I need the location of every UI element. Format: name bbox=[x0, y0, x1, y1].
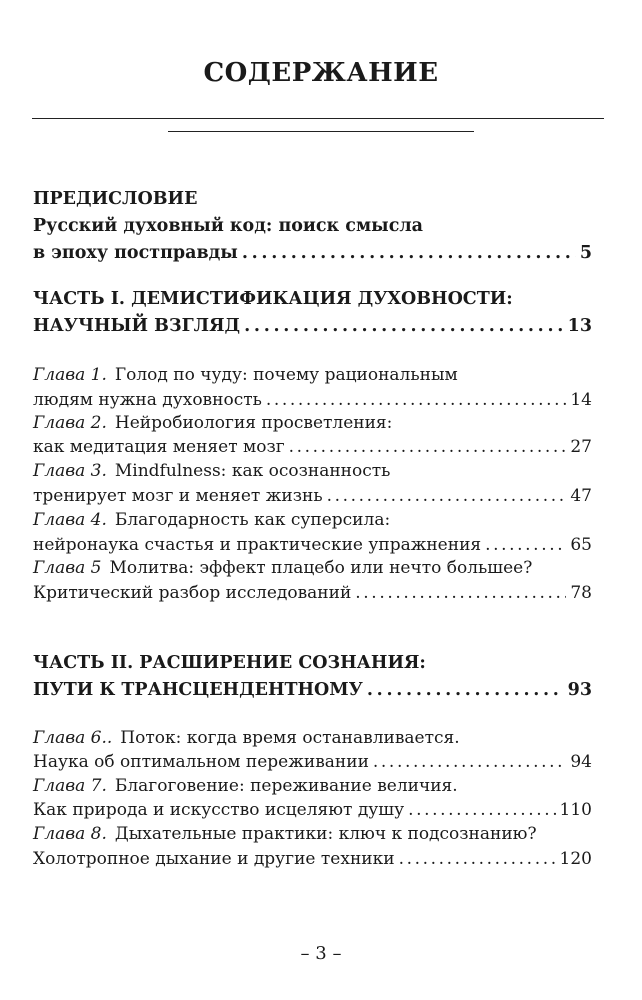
leader-dots bbox=[289, 434, 567, 460]
toc-entry-chapter-8[interactable] bbox=[33, 846, 592, 872]
preface-heading: ПРЕДИСЛОВИЕ bbox=[33, 189, 198, 209]
toc-entry-chapter-7[interactable] bbox=[33, 797, 592, 823]
chapter-label: Глава 5 bbox=[33, 558, 102, 578]
entry-title: людям нужна духовность bbox=[33, 390, 262, 410]
toc-entry-chapter-5[interactable] bbox=[33, 580, 592, 606]
entry-title: Критический разбор исследований bbox=[33, 583, 352, 603]
chapter-label: Глава 7. bbox=[33, 776, 107, 796]
chapter-4-line1: Глава 4. Благодарность как суперсила: bbox=[33, 507, 592, 533]
page-number-footer: – 3 – bbox=[300, 943, 342, 964]
toc-entry-part2[interactable] bbox=[33, 677, 592, 703]
chapter-7-line1: Глава 7. Благоговение: переживание величия. bbox=[33, 773, 592, 799]
toc-entry-chapter-3[interactable] bbox=[33, 483, 592, 509]
part2-heading-line1: ЧАСТЬ II. РАСШИРЕНИЕ СОЗНАНИЯ: bbox=[33, 653, 426, 673]
chapter-5-line1: Глава 5 Молитва: эффект плацебо или нечто большее? bbox=[33, 555, 592, 581]
entry-title: как медитация меняет мозг bbox=[33, 437, 285, 457]
chapter-1-line1: Глава 1. Голод по чуду: почему рациональным bbox=[33, 362, 592, 388]
leader-dots bbox=[244, 313, 564, 339]
entry-title: тренирует мозг и меняет жизнь bbox=[33, 486, 323, 506]
chapter-label: Глава 4. bbox=[33, 510, 107, 530]
title-rule-short bbox=[168, 131, 474, 132]
chapter-6-line1: Глава 6.. Поток: когда время останавливается. bbox=[33, 725, 592, 751]
page-number: 14 bbox=[570, 390, 592, 410]
toc-entry-chapter-6[interactable] bbox=[33, 749, 592, 775]
entry-title: в эпоху постправды bbox=[33, 243, 238, 263]
chapter-label: Глава 1. bbox=[33, 365, 107, 385]
leader-dots bbox=[399, 846, 556, 872]
page-title: СОДЕРЖАНИЕ bbox=[203, 58, 439, 88]
page-number: 120 bbox=[559, 849, 592, 869]
page-number: 5 bbox=[579, 243, 592, 263]
chapter-2-line1: Глава 2. Нейробиология просветления: bbox=[33, 410, 592, 436]
entry-title: Как природа и искусство исцеляют душу bbox=[33, 800, 405, 820]
page-number: 27 bbox=[570, 437, 592, 457]
toc-entry-chapter-2[interactable] bbox=[33, 434, 592, 460]
entry-title: Холотропное дыхание и другие техники bbox=[33, 849, 395, 869]
title-rule-long bbox=[32, 118, 604, 119]
page-number: 13 bbox=[567, 316, 592, 336]
page-number: 93 bbox=[567, 680, 592, 700]
leader-dots bbox=[242, 240, 576, 266]
toc-entry-part1[interactable] bbox=[33, 313, 592, 339]
page-number: 65 bbox=[570, 535, 592, 555]
chapter-label: Глава 3. bbox=[33, 461, 107, 481]
entry-title: ПУТИ К ТРАНСЦЕНДЕНТНОМУ bbox=[33, 680, 363, 700]
part1-heading-line1: ЧАСТЬ I. ДЕМИСТИФИКАЦИЯ ДУХОВНОСТИ: bbox=[33, 289, 513, 309]
chapter-label: Глава 8. bbox=[33, 824, 107, 844]
entry-title: НАУЧНЫЙ ВЗГЛЯД bbox=[33, 316, 241, 336]
page-number: 47 bbox=[570, 486, 592, 506]
entry-title: Наука об оптимальном переживании bbox=[33, 752, 369, 772]
entry-title: нейронаука счастья и практические упражнения bbox=[33, 535, 482, 555]
chapter-label: Глава 2. bbox=[33, 413, 107, 433]
chapter-3-line1: Глава 3. Mindfulness: как осознанность bbox=[33, 458, 592, 484]
leader-dots bbox=[367, 677, 564, 703]
leader-dots bbox=[355, 580, 566, 606]
leader-dots bbox=[327, 483, 567, 509]
chapter-label: Глава 6.. bbox=[33, 728, 113, 748]
page-number: 94 bbox=[570, 752, 592, 772]
preface-title-line1: Русский духовный код: поиск смысла bbox=[33, 216, 424, 236]
leader-dots bbox=[373, 749, 566, 775]
page-number: 110 bbox=[559, 800, 592, 820]
page-number: 78 bbox=[570, 583, 592, 603]
chapter-8-line1: Глава 8. Дыхательные практики: ключ к подсознанию? bbox=[33, 821, 592, 847]
toc-entry-preface[interactable] bbox=[33, 240, 592, 266]
leader-dots bbox=[408, 797, 555, 823]
